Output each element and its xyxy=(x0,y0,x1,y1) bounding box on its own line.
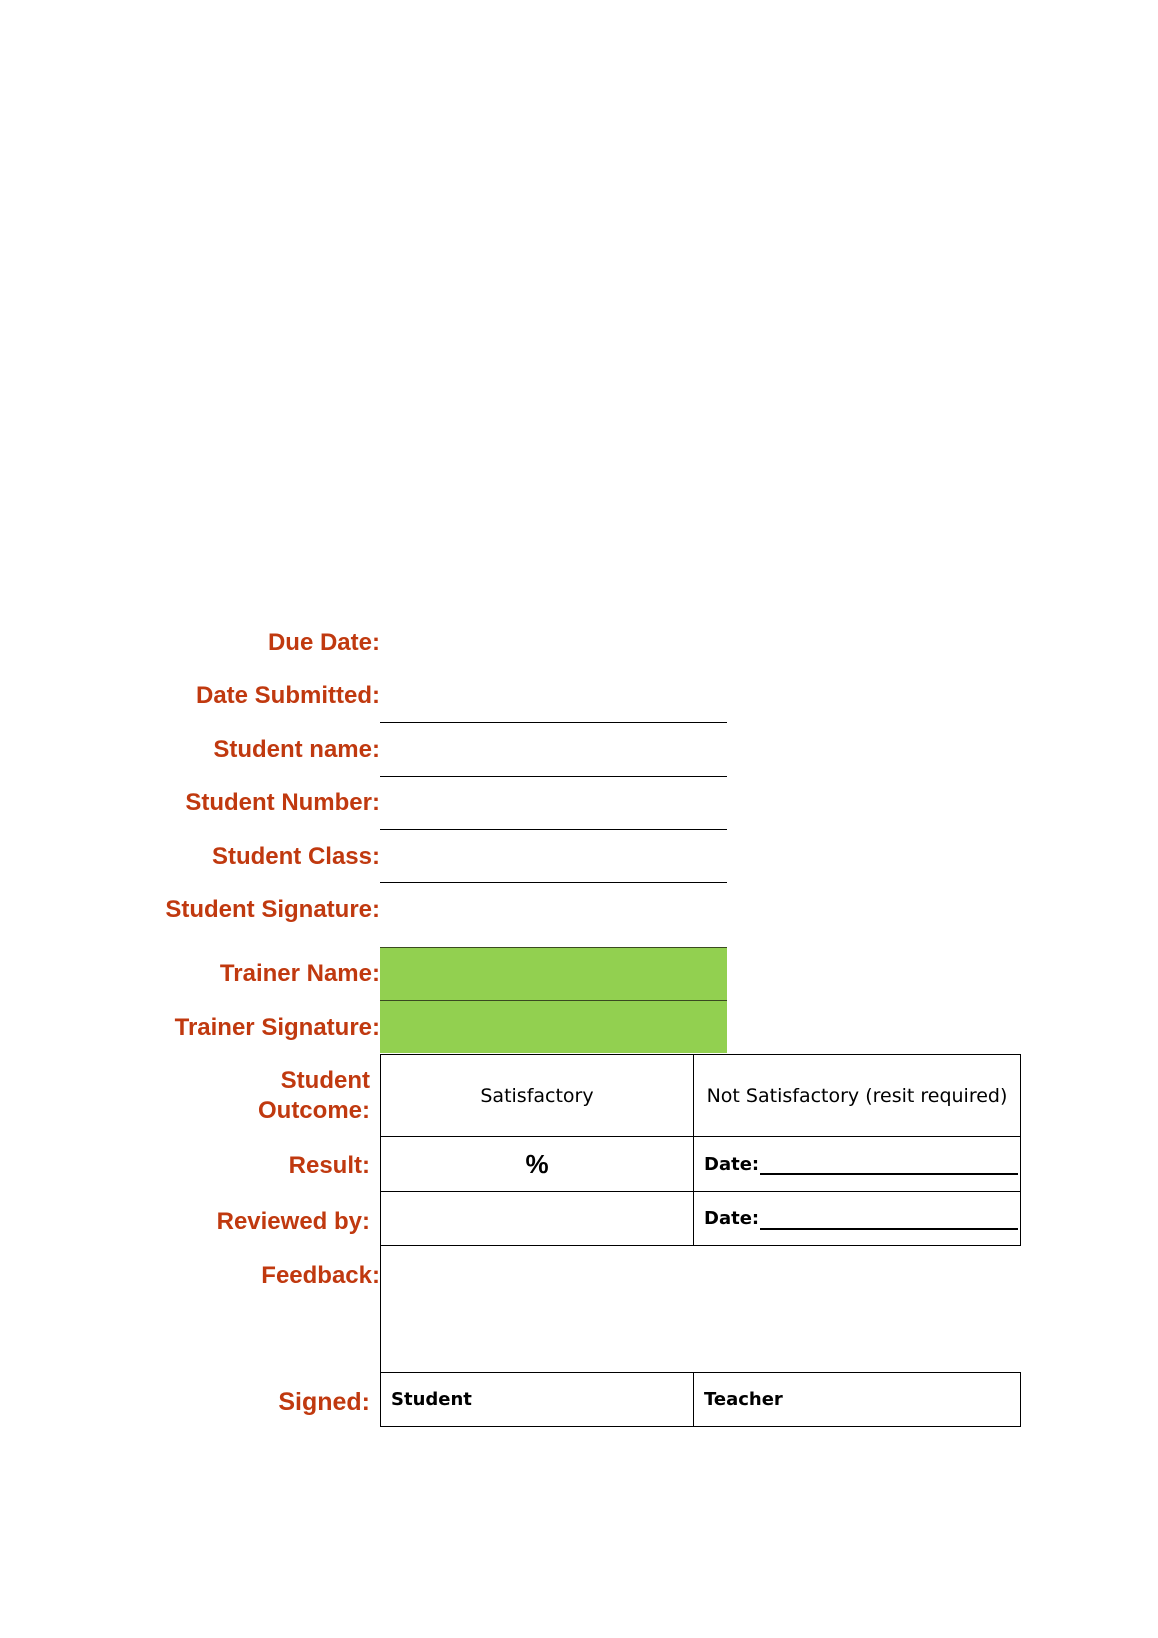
result-label: Result: xyxy=(288,1152,370,1179)
outcome-not-satisfactory-cell[interactable] xyxy=(693,1054,1021,1137)
review-date-cell[interactable] xyxy=(693,1191,1021,1246)
student-name-label: Student name: xyxy=(213,736,380,763)
student-class-underline xyxy=(380,882,727,883)
feedback-area-right[interactable] xyxy=(727,1245,1021,1373)
result-date-label: Date: xyxy=(704,1153,760,1175)
signed-teacher-cell[interactable] xyxy=(693,1372,1021,1427)
student-name-underline xyxy=(380,776,727,777)
date-submitted-field[interactable] xyxy=(381,680,731,722)
student-number-field[interactable] xyxy=(381,787,731,829)
due-date-label: Due Date: xyxy=(267,629,380,656)
percent-symbol: % xyxy=(525,1148,549,1179)
student-class-label: Student Class: xyxy=(211,843,380,870)
outcome-satisfactory-cell[interactable] xyxy=(380,1054,694,1137)
signed-label: Signed: xyxy=(278,1388,370,1416)
signed-student-cell[interactable] xyxy=(380,1372,694,1427)
due-date-field[interactable] xyxy=(381,628,731,670)
student-signature-label: Student Signature: xyxy=(165,896,380,923)
reviewed-by-label: Reviewed by: xyxy=(216,1208,370,1235)
date-submitted-label: Date Submitted: xyxy=(195,682,380,709)
review-date-label: Date: xyxy=(704,1208,760,1229)
student-outcome-label-line1: Student xyxy=(280,1067,370,1094)
reviewed-by-cell[interactable] xyxy=(380,1191,694,1246)
outcome-satisfactory-text: Satisfactory xyxy=(480,1084,594,1107)
result-date-cell[interactable] xyxy=(693,1136,1021,1192)
student-class-field[interactable] xyxy=(381,840,731,882)
student-number-label: Student Number: xyxy=(185,789,380,816)
student-signature-field[interactable] xyxy=(381,893,731,945)
student-outcome-label-line2: Outcome: xyxy=(257,1097,370,1124)
feedback-label: Feedback: xyxy=(261,1262,380,1289)
review-date-line xyxy=(760,1208,1018,1230)
trainer-name-field[interactable] xyxy=(380,947,727,1000)
trainer-name-input[interactable] xyxy=(380,948,731,1002)
feedback-area[interactable] xyxy=(380,1245,728,1373)
signed-student-text: Student xyxy=(391,1389,472,1410)
trainer-signature-input[interactable] xyxy=(380,1001,731,1055)
date-submitted-underline xyxy=(380,722,727,723)
result-percent-cell[interactable] xyxy=(380,1136,694,1192)
trainer-signature-label: Trainer Signature: xyxy=(174,1014,380,1041)
outcome-not-satisfactory-text: Not Satisfactory (resit required) xyxy=(706,1084,1008,1107)
student-number-underline xyxy=(380,829,727,830)
result-date-line xyxy=(760,1153,1018,1175)
trainer-signature-field[interactable] xyxy=(380,1000,727,1053)
trainer-name-label: Trainer Name: xyxy=(219,960,380,987)
student-name-field[interactable] xyxy=(381,734,731,776)
signed-teacher-text: Teacher xyxy=(704,1389,783,1410)
